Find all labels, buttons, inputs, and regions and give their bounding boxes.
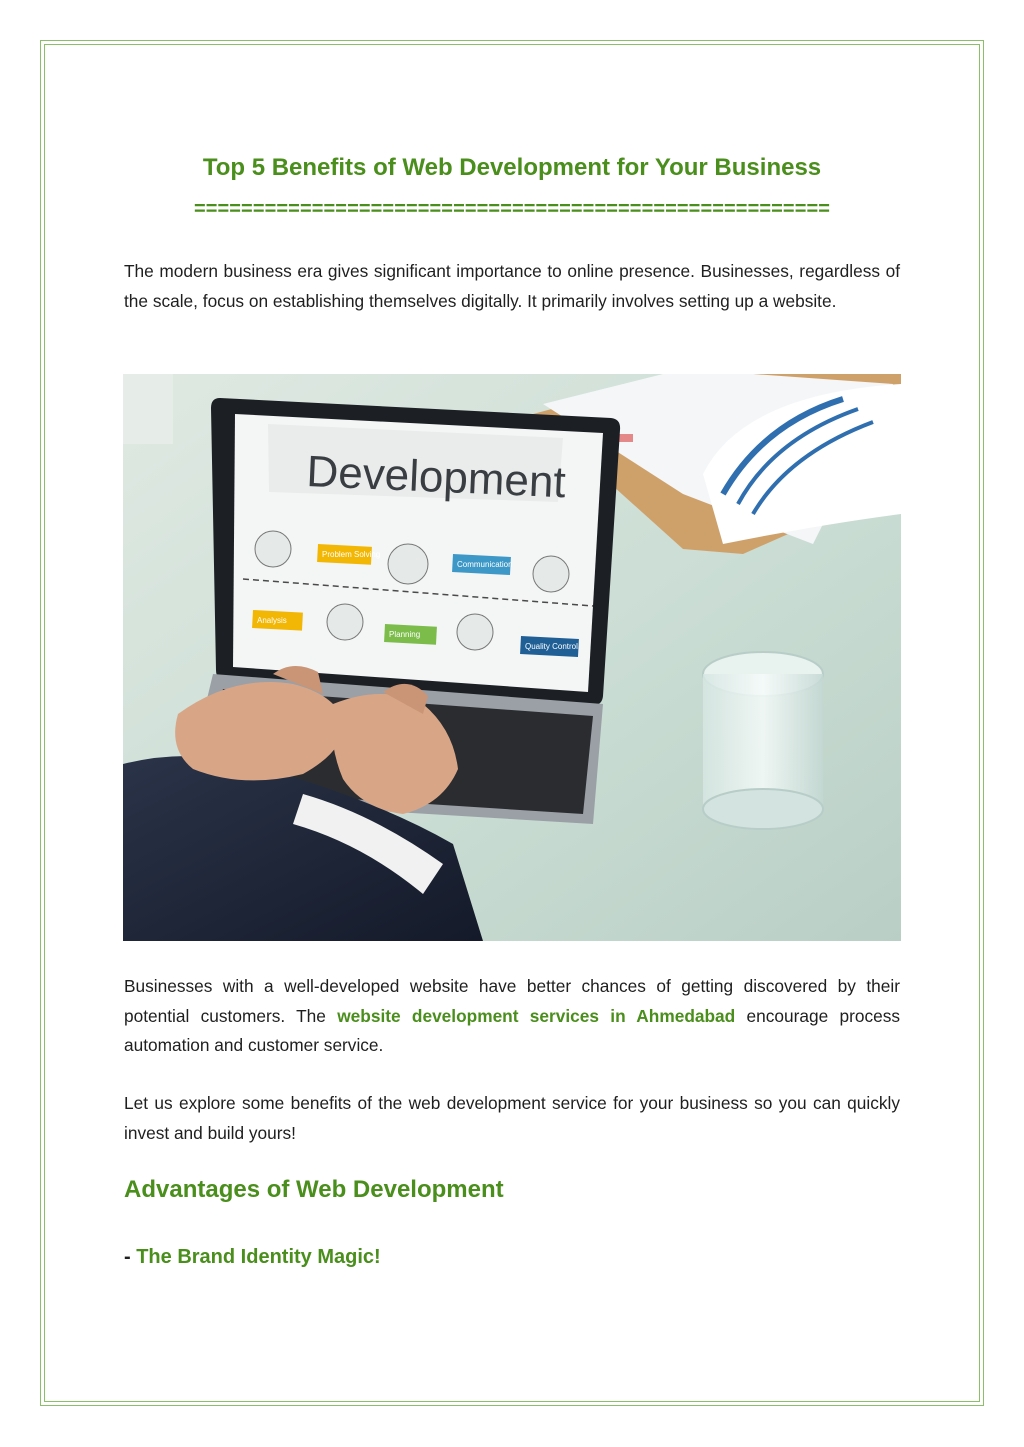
subheading-dash: - — [124, 1246, 137, 1268]
explore-paragraph: Let us explore some benefits of the web development service for your business so you can quickly invest and build yours! — [124, 1093, 900, 1143]
screen-tag-label: Quality Control — [525, 642, 578, 651]
svg-text:Development: Development — [305, 447, 567, 508]
screen-tag-label: Planning — [389, 630, 421, 639]
title-separator: ====================================================== — [193, 198, 831, 220]
discovery-text-start: Businesses with a well-developed website have better chances of getting discovered by their potential customers. The — [124, 976, 900, 1026]
discovery-paragraph — [124, 972, 900, 1061]
subheading-text: The Brand Identity Magic! — [136, 1246, 381, 1268]
subheading — [124, 1246, 381, 1269]
screen-tag-label: Problem Solving — [322, 550, 381, 559]
website-development-link[interactable]: website development services in Ahmedabad — [337, 1005, 736, 1026]
section-heading: Advantages of Web Development — [124, 1176, 504, 1203]
discovery-text-end: encourage process automation and customer service. — [124, 1005, 901, 1055]
screen-tag-label: Communication — [457, 560, 513, 569]
web-development-photo — [123, 374, 901, 941]
screen-tag-label: Analysis — [257, 616, 287, 625]
document-title: Top 5 Benefits of Web Development for Your Business — [202, 154, 822, 181]
intro-paragraph: The modern business era gives significant importance to online presence. Businesses, regardless of the scale, focus on establishing themselves digitally. It primarily involves setting up a website. — [124, 261, 900, 311]
